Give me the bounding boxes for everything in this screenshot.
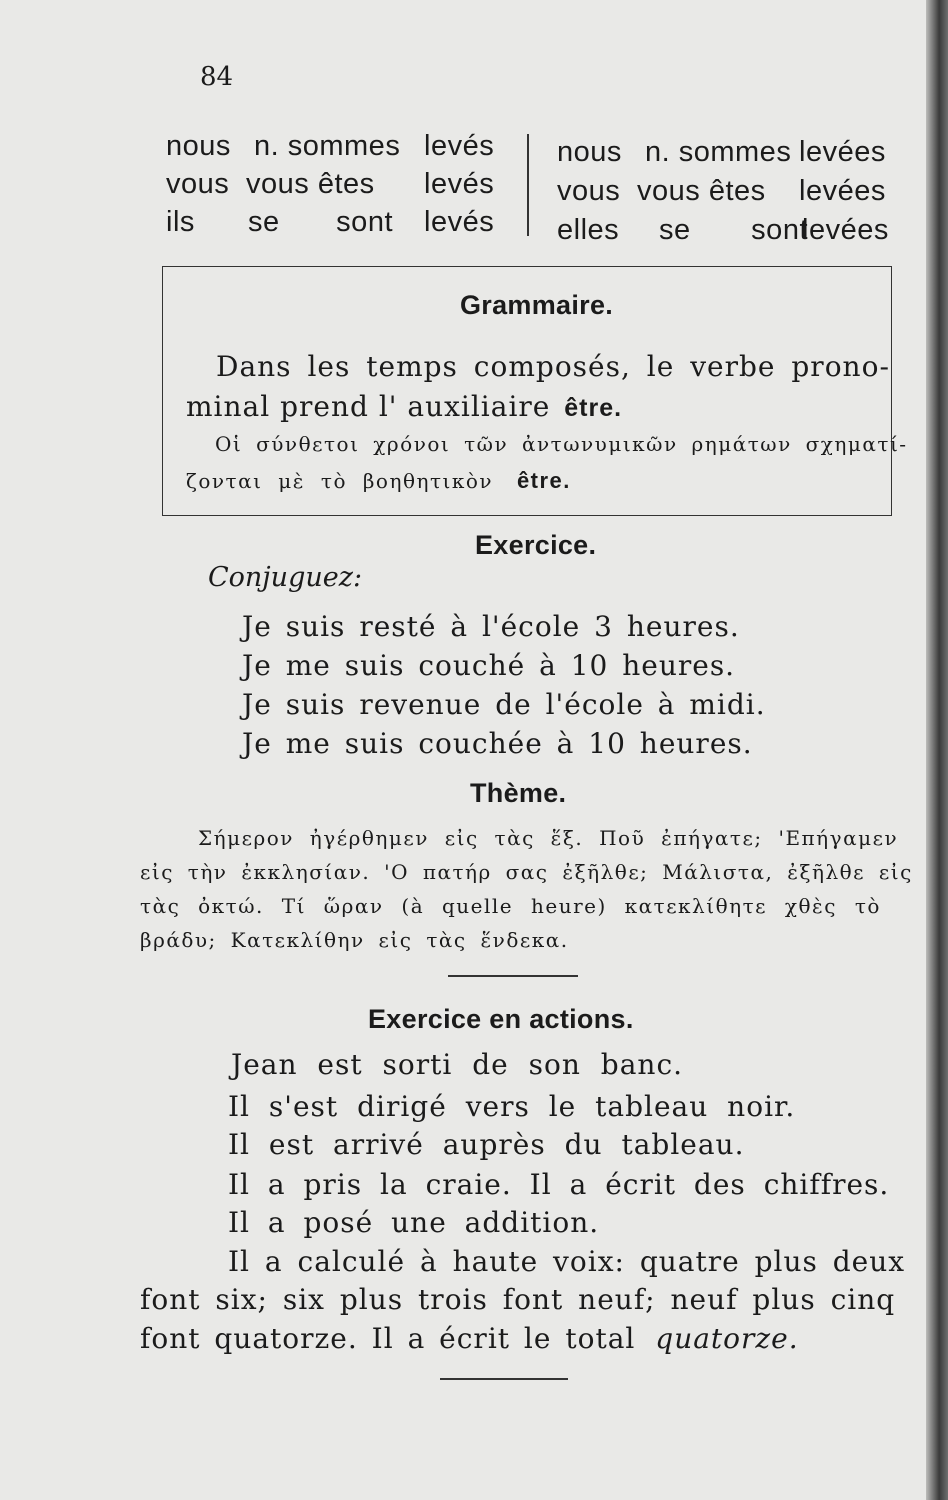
section-rule [440, 1378, 568, 1380]
theme-line: βράδυ; Κατεκλίθην εἰς τὰς ἕνδεκα. [140, 928, 569, 952]
actions-line: Il s'est dirigé vers le tableau noir. [228, 1090, 796, 1123]
exercise-sentence: Je me suis couchée à 10 heures. [242, 727, 753, 760]
exercise-sentence: Je suis resté à l'école 3 heures. [242, 610, 740, 643]
actions-line: Il a pris la craie. Il a écrit des chiffres. [228, 1168, 890, 1201]
pronoun: ils [166, 206, 195, 238]
grammar-greek-text: ζονται μὲ τὸ βοηθητικὸν [186, 469, 494, 493]
auxiliary: se sont [659, 214, 808, 246]
actions-total-word: quatorze. [655, 1322, 799, 1355]
auxiliary: n. sommes [254, 130, 401, 162]
grammar-rule-line: Dans les temps composés, le verbe prono- [216, 350, 890, 383]
exercise-instruction: Conjuguez: [208, 562, 363, 593]
theme-line: Σήμερον ἠγέρθημεν εἰς τὰς ἕξ. Ποῦ ἐπήγατε; 'Επήγαμεν [198, 826, 899, 850]
grammar-rule-text: minal prend l' auxiliaire [186, 390, 551, 423]
grammar-title: Grammaire. [460, 290, 614, 320]
pronoun: vous [166, 168, 230, 200]
participle: levées [802, 214, 889, 246]
grammar-rule-line [186, 390, 622, 423]
column-divider [527, 134, 529, 236]
auxiliary: vous êtes [246, 168, 375, 200]
participle: levées [799, 136, 886, 168]
section-rule [448, 975, 578, 977]
exercise-sentence: Je me suis couché à 10 heures. [242, 649, 736, 682]
exercise-title: Exercice. [475, 530, 597, 560]
auxiliary: n. sommes [645, 136, 792, 168]
grammar-greek-line: Οἱ σύνθετοι χρόνοι τῶν ἀντωνυμικῶν ρημάτων σχηματί- [215, 432, 908, 456]
auxiliary: se sont [248, 206, 393, 238]
theme-line: τὰς ὀκτώ. Τί ὥραν (à quelle heure) κατεκλίθητε χθὲς τὸ [140, 894, 881, 918]
participle: levés [424, 168, 495, 200]
page-edge [926, 0, 948, 1500]
actions-line [140, 1322, 799, 1355]
grammar-keyword: être. [564, 394, 623, 422]
auxiliary: vous êtes [637, 175, 766, 207]
actions-line: Il a calculé à haute voix: quatre plus deux [228, 1245, 906, 1278]
grammar-greek-line [186, 468, 571, 494]
participle: levés [424, 206, 495, 238]
pronoun: elles [557, 214, 620, 246]
theme-title: Thème. [470, 778, 567, 808]
actions-title: Exercice en actions. [368, 1004, 634, 1034]
pronoun: nous [557, 136, 622, 168]
actions-line: Il a posé une addition. [228, 1206, 600, 1239]
actions-line: font six; six plus trois font neuf; neuf plus cinq [140, 1283, 896, 1316]
actions-line-text: font quatorze. Il a écrit le total [140, 1322, 636, 1355]
pronoun: nous [166, 130, 231, 162]
page-number: 84 [200, 62, 234, 92]
participle: levées [799, 175, 886, 207]
pronoun: vous [557, 175, 621, 207]
actions-line: Jean est sorti de son banc. [231, 1048, 684, 1081]
participle: levés [424, 130, 495, 162]
grammar-keyword: être. [516, 468, 571, 493]
theme-line: εἰς τὴν ἐκκλησίαν. 'Ο πατήρ σας ἐξῆλθε; Μάλιστα, ἐξῆλθε εἰς [140, 860, 913, 884]
exercise-sentence: Je suis revenue de l'école à midi. [242, 688, 766, 721]
actions-line: Il est arrivé auprès du tableau. [228, 1128, 745, 1161]
